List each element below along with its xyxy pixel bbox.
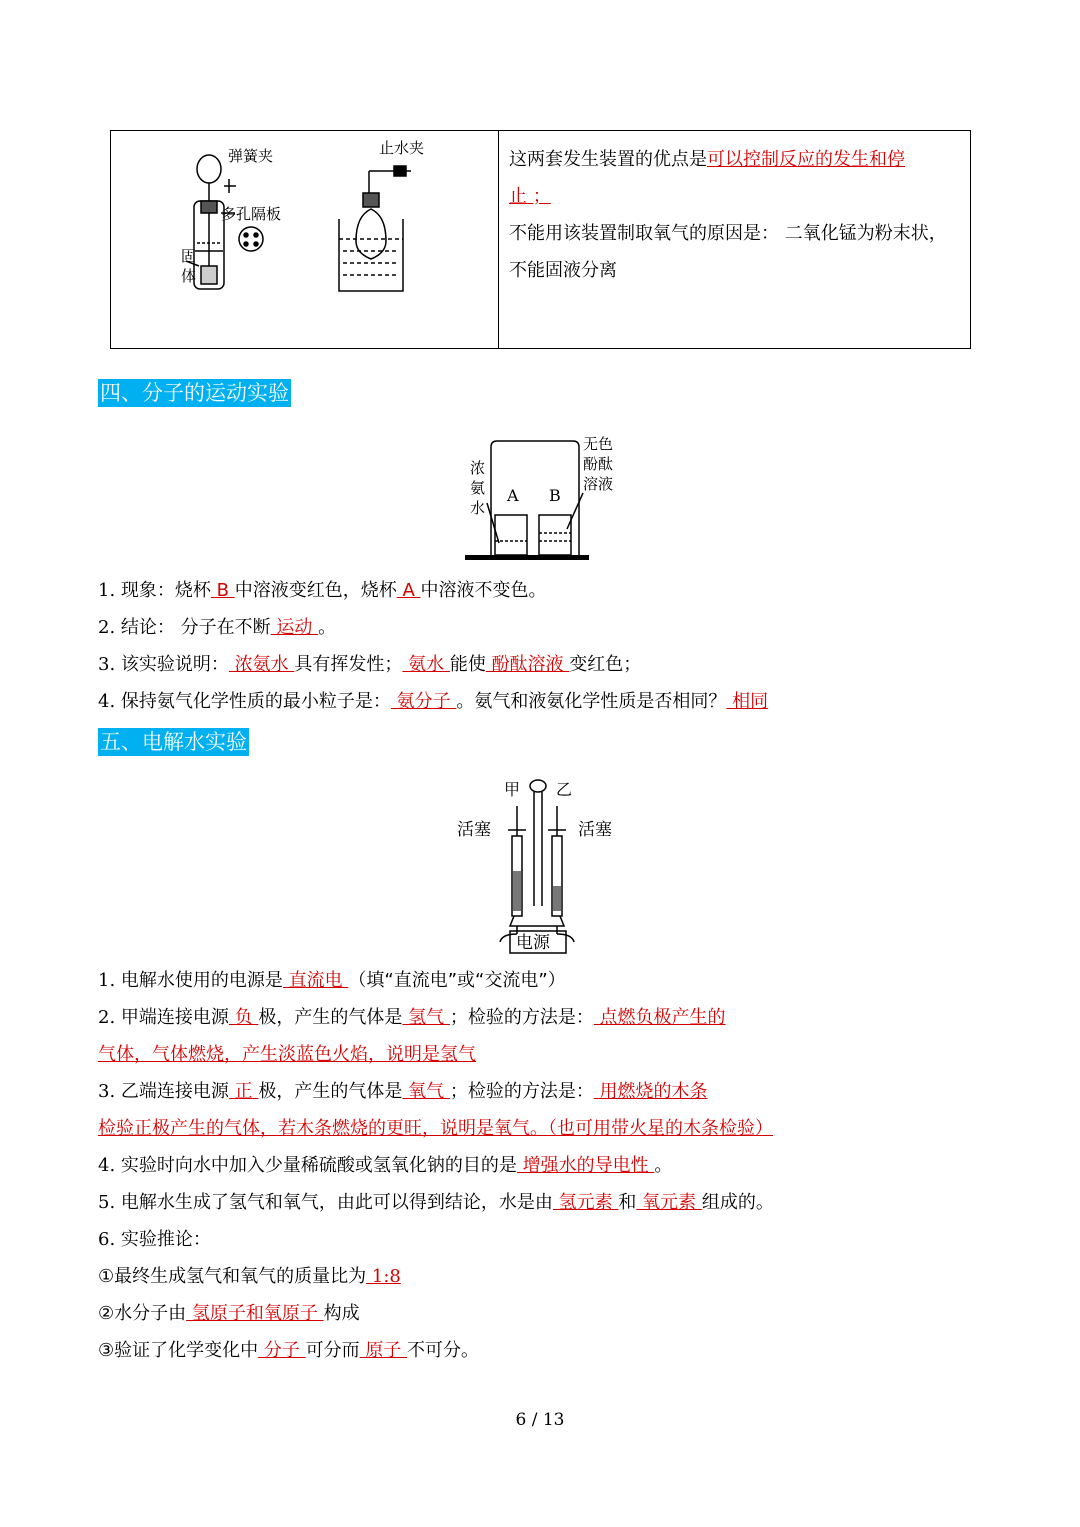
section-5-heading: 五、电解水实验	[100, 730, 247, 754]
s5-q4-a1: 增强水的导电性	[516, 1155, 655, 1176]
s5-q3-t2: 极，产生的气体是	[258, 1081, 403, 1102]
s5-q1-t2: （填“直流电”或“交流电”）	[348, 970, 566, 991]
diagram-label-rongye: 溶液	[583, 475, 614, 493]
diagram-label-wuse: 无色	[583, 435, 614, 453]
s5-q2-a4: 气体，气体燃烧，产生淡蓝色火焰，说明是氢气	[98, 1044, 476, 1065]
s5-q5-a2: 氧元素	[636, 1192, 702, 1213]
s5-q1-t1: 电解水使用的电源是	[115, 970, 283, 991]
s5-r2-t2: 构成	[323, 1303, 360, 1324]
s5-q2-num: 2.	[98, 1007, 116, 1028]
s5-q2-t2: 极，产生的气体是	[258, 1007, 403, 1028]
s5-q4-t2: 。	[654, 1155, 673, 1176]
advantage-answer-2: 止 ；	[509, 186, 551, 207]
s5-q2	[98, 1005, 726, 1031]
diagram-label-yi: 乙	[556, 780, 573, 799]
s5-r2-t1: ②水分子由	[98, 1303, 187, 1324]
s5-q3-t1: 乙端连接电源	[115, 1081, 229, 1102]
diagram-label-an: 氨	[470, 479, 486, 497]
section-4-heading: 四、分子的运动实验	[100, 381, 289, 405]
s4-q3-num: 3.	[98, 654, 116, 675]
s4-q4-num: 4.	[98, 691, 116, 712]
diagram-label-a: A	[507, 486, 519, 505]
s5-q3-a1: 正	[228, 1081, 259, 1102]
diagram-label-valve-right: 活塞	[578, 820, 612, 840]
reason-line	[509, 215, 960, 289]
s5-r3-t1: ③验证了化学变化中	[98, 1340, 259, 1361]
s5-q3-cont	[98, 1116, 773, 1142]
reason-answer: 二氧化锰为粉末状，不能固液分离	[509, 223, 947, 281]
s5-r3-t3: 不可分。	[407, 1340, 480, 1361]
s4-q2-t1: 结论： 分子在不断	[115, 617, 271, 638]
s4-q1-t3: 中溶液不变色。	[420, 580, 547, 601]
s4-q4-t1: 保持氨气化学性质的最小粒子是：	[115, 691, 391, 712]
advantage-line-2	[509, 178, 960, 215]
advantage-line	[509, 141, 960, 178]
s5-r3-a2: 原子	[359, 1340, 408, 1361]
molecule-motion-diagram	[465, 433, 625, 563]
s5-q5	[98, 1190, 774, 1216]
s4-q3-a1: 浓氨水	[228, 654, 295, 675]
s4-q3	[98, 652, 641, 678]
s5-r1-t1: ①最终生成氢气和氧气的质量比为	[98, 1266, 367, 1287]
reason-prefix: 不能用该装置制取氧气的原因是：	[509, 223, 779, 244]
s5-q5-t2: 和	[618, 1192, 637, 1213]
s4-q2-num: 2.	[98, 617, 116, 638]
solid-label-2: 体	[181, 267, 197, 285]
advantage-prefix: 这两套发生装置的优点是	[509, 149, 707, 170]
s5-q3-num: 3.	[98, 1081, 116, 1102]
s5-q4-t1: 实验时向水中加入少量稀硫酸或氢氧化钠的目的是	[115, 1155, 517, 1176]
apparatus-table	[110, 130, 971, 349]
page-number: 6 / 13	[515, 1410, 565, 1430]
s5-q3-a4: 检验正极产生的气体，若木条燃烧的更旺，说明是氧气。（也可用带火星的木条检验）	[98, 1118, 773, 1139]
spring-clip-label: 弹簧夹	[228, 147, 274, 165]
solid-label-1: 固	[181, 247, 197, 265]
s5-q3-a3: 用燃烧的木条	[593, 1081, 708, 1102]
s5-r1-a1: 1:8	[366, 1266, 401, 1287]
s5-r3	[98, 1338, 479, 1364]
apparatus-text-cell	[499, 131, 971, 349]
diagram-label-power: 电源	[516, 933, 550, 953]
s4-q1-a2: A	[396, 580, 421, 601]
apparatus-diagram-cell	[111, 131, 499, 349]
s5-r3-a1: 分子	[258, 1340, 306, 1361]
s4-q3-t1: 该实验说明：	[115, 654, 229, 675]
s5-r1	[98, 1264, 401, 1290]
s4-q2	[98, 615, 336, 641]
diagram-label-jia: 甲	[504, 780, 521, 799]
s5-q2-t1: 甲端连接电源	[115, 1007, 229, 1028]
s5-q5-num: 5.	[98, 1192, 116, 1213]
s5-q1-a1: 直流电	[282, 970, 349, 991]
s5-q2-a1: 负	[228, 1007, 259, 1028]
stop-clip-label: 止水夹	[379, 139, 425, 157]
s5-q4-num: 4.	[98, 1155, 116, 1176]
s5-q3-a2: 氧气	[402, 1081, 450, 1102]
s4-q1-num: 1.	[98, 580, 116, 601]
s5-q6	[98, 1227, 211, 1253]
s5-q4	[98, 1153, 672, 1179]
s5-q2-a2: 氢气	[402, 1007, 450, 1028]
s5-q6-t1: 实验推论：	[115, 1229, 211, 1250]
diagram-label-b: B	[549, 486, 561, 505]
diagram-label-shui: 水	[470, 499, 486, 517]
advantage-answer-1: 可以控制反应的发生和停	[707, 149, 905, 170]
s5-q2-cont	[98, 1042, 476, 1068]
diagram-label-valve-left: 活塞	[457, 820, 491, 840]
porous-plate-label: 多孔隔板	[221, 205, 282, 223]
s5-q1	[98, 968, 566, 994]
s5-r2-a1: 氢原子和氧原子	[186, 1303, 324, 1324]
s4-q2-a1: 运动	[270, 617, 319, 638]
s5-q5-a1: 氢元素	[552, 1192, 619, 1213]
s4-q3-a2: 氨水	[402, 654, 450, 675]
s4-q3-t2: 具有挥发性；	[294, 654, 403, 675]
s4-q4	[98, 689, 768, 715]
s4-q3-a3: 酚酞溶液	[485, 654, 570, 675]
s4-q2-t2: 。	[318, 617, 337, 638]
s5-q3-t3: ；检验的方法是：	[449, 1081, 594, 1102]
apparatus-diagram	[111, 131, 498, 344]
s5-q2-a3: 点燃负极产生的	[593, 1007, 726, 1028]
s4-q4-t2: 。氨气和液氨化学性质是否相同？	[456, 691, 727, 712]
s5-q5-t1: 电解水生成了氢气和氧气，由此可以得到结论，水是由	[115, 1192, 553, 1213]
s5-r3-t2: 可分而	[305, 1340, 360, 1361]
diagram-label-fentai: 酚酞	[583, 455, 614, 473]
s4-q4-a1: 氨分子	[390, 691, 457, 712]
s4-q3-t3: 能使	[449, 654, 486, 675]
s4-q1	[98, 578, 546, 604]
s5-q3	[98, 1079, 708, 1105]
s4-q1-t2: 中溶液变红色，烧杯	[234, 580, 397, 601]
s5-q2-t3: ；检验的方法是：	[449, 1007, 594, 1028]
s5-q5-t3: 组成的。	[701, 1192, 774, 1213]
s5-r2	[98, 1301, 360, 1327]
diagram-label-nong: 浓	[470, 459, 486, 477]
s4-q4-a2: 相同	[726, 691, 769, 712]
s5-q1-num: 1.	[98, 970, 116, 991]
s4-q1-t1: 现象：烧杯	[115, 580, 211, 601]
s4-q1-a1: B	[210, 580, 235, 601]
electrolysis-diagram	[452, 776, 632, 956]
s4-q3-t4: 变红色；	[569, 654, 642, 675]
s5-q6-num: 6.	[98, 1229, 116, 1250]
